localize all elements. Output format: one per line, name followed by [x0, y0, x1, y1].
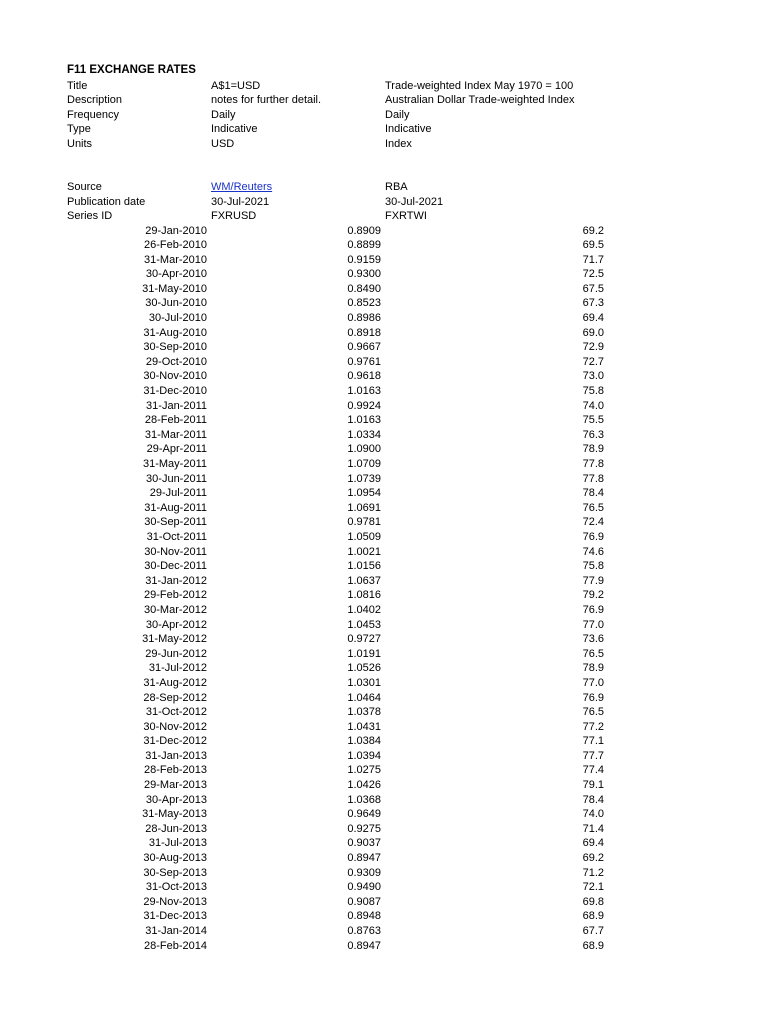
twi-cell: 78.9	[582, 662, 604, 675]
table-row	[0, 822, 768, 837]
table-row	[0, 895, 768, 910]
table-row	[0, 909, 768, 924]
twi-cell: 76.9	[582, 691, 604, 704]
meta-twi-value: Indicative	[385, 123, 432, 136]
twi-cell: 75.5	[582, 414, 604, 427]
date-cell: 31-Jul-2013	[148, 837, 207, 850]
usd-rate-cell: 1.0368	[347, 793, 381, 806]
table-row	[0, 632, 768, 647]
date-cell: 28-Feb-2013	[144, 764, 207, 777]
twi-cell: 69.4	[582, 837, 604, 850]
twi-cell: 78.4	[582, 487, 604, 500]
date-cell: 31-May-2011	[143, 458, 207, 470]
table-row	[0, 296, 768, 311]
date-cell: 30-Aug-2013	[143, 852, 207, 865]
meta-twi-value: RBA	[385, 181, 408, 193]
usd-rate-cell: 1.0816	[347, 589, 381, 602]
usd-rate-cell: 0.9761	[347, 355, 381, 368]
date-cell: 28-Sep-2012	[143, 691, 207, 704]
date-cell: 30-Jun-2011	[146, 472, 207, 485]
meta-label: Source	[67, 181, 102, 193]
usd-rate-cell: 1.0156	[347, 560, 381, 573]
table-row	[0, 559, 768, 574]
table-row	[0, 749, 768, 764]
table-row	[0, 924, 768, 939]
table-row	[0, 778, 768, 793]
table-row	[0, 501, 768, 516]
usd-rate-cell: 0.8947	[347, 939, 381, 952]
date-cell: 31-Jan-2014	[145, 925, 207, 937]
date-cell: 31-Dec-2013	[143, 910, 207, 923]
date-cell: 30-Sep-2010	[143, 341, 207, 354]
date-cell: 30-Nov-2012	[143, 720, 207, 733]
usd-rate-cell: 1.0900	[347, 443, 381, 456]
date-cell: 31-Dec-2012	[143, 735, 207, 748]
date-cell: 29-Jan-2010	[145, 224, 207, 237]
twi-cell: 76.5	[582, 501, 604, 514]
table-row	[0, 793, 768, 808]
meta-usd-value: A$1=USD	[211, 79, 261, 92]
date-cell: 31-Oct-2013	[145, 881, 207, 894]
twi-cell: 71.2	[582, 866, 604, 879]
table-row	[0, 603, 768, 618]
twi-cell: 69.5	[582, 239, 604, 252]
meta-usd-value: 30-Jul-2021	[211, 195, 270, 208]
date-cell: 31-Jul-2012	[148, 662, 207, 675]
date-cell: 30-Jul-2010	[148, 312, 207, 325]
date-cell: 28-Feb-2014	[144, 939, 207, 952]
twi-cell: 72.1	[582, 881, 604, 894]
twi-cell: 69.8	[582, 895, 604, 908]
usd-rate-cell: 1.0191	[347, 647, 381, 660]
usd-rate-cell: 0.9649	[347, 808, 381, 821]
source-link[interactable]: WM/Reuters	[211, 181, 273, 193]
table-row	[0, 545, 768, 560]
usd-rate-cell: 0.8490	[347, 282, 381, 295]
twi-cell: 79.2	[582, 589, 604, 602]
meta-usd-value: Daily	[211, 108, 236, 121]
usd-rate-cell: 1.0402	[347, 603, 381, 616]
twi-cell: 77.8	[582, 458, 604, 470]
twi-cell: 76.9	[582, 530, 604, 543]
twi-cell: 77.1	[582, 735, 604, 748]
table-row	[0, 442, 768, 457]
twi-cell: 69.0	[582, 326, 604, 339]
twi-cell: 68.9	[582, 939, 604, 952]
meta-twi-value: Daily	[385, 108, 410, 121]
table-row	[0, 530, 768, 545]
date-cell: 31-Oct-2011	[146, 530, 207, 543]
usd-rate-cell: 0.9781	[347, 516, 381, 529]
usd-rate-cell: 0.8899	[347, 239, 381, 252]
twi-cell: 69.2	[582, 224, 604, 237]
date-cell: 30-Dec-2011	[144, 560, 207, 573]
date-cell: 29-Oct-2010	[145, 355, 207, 368]
usd-rate-cell: 0.9309	[347, 866, 381, 879]
twi-cell: 72.4	[582, 516, 604, 529]
usd-rate-cell: 0.9667	[347, 341, 381, 354]
table-row	[0, 647, 768, 662]
table-row	[0, 413, 768, 428]
date-cell: 30-Jun-2010	[145, 297, 207, 310]
meta-twi-value: 30-Jul-2021	[385, 195, 444, 208]
usd-rate-cell: 1.0526	[347, 662, 381, 675]
date-cell: 31-Mar-2010	[144, 253, 207, 266]
usd-rate-cell: 1.0394	[347, 749, 381, 762]
meta-label: Units	[67, 138, 93, 150]
twi-cell: 77.0	[582, 676, 604, 689]
date-cell: 31-May-2010	[142, 282, 207, 295]
table-row	[0, 705, 768, 720]
usd-rate-cell: 0.9300	[347, 268, 381, 281]
usd-rate-cell: 1.0021	[347, 545, 381, 558]
twi-cell: 74.0	[582, 399, 604, 412]
table-row	[0, 734, 768, 749]
table-row	[0, 588, 768, 603]
table-row	[0, 340, 768, 355]
table-row	[0, 472, 768, 487]
twi-cell: 76.9	[582, 603, 604, 616]
date-cell: 31-Aug-2012	[143, 676, 207, 689]
twi-cell: 77.7	[582, 749, 604, 762]
twi-cell: 76.5	[582, 706, 604, 719]
meta-row-title	[0, 79, 768, 94]
usd-rate-cell: 0.9037	[347, 837, 381, 850]
date-cell: 31-Oct-2012	[145, 706, 207, 719]
usd-rate-cell: 0.9924	[347, 399, 381, 412]
table-row	[0, 618, 768, 633]
meta-label: Title	[67, 79, 88, 92]
date-cell: 31-Aug-2010	[143, 326, 207, 339]
usd-rate-cell: 0.8523	[347, 297, 381, 310]
twi-cell: 71.4	[582, 822, 604, 835]
table-row	[0, 428, 768, 443]
usd-rate-cell: 1.0691	[347, 501, 381, 514]
usd-rate-cell: 1.0453	[347, 618, 381, 631]
usd-rate-cell: 1.0431	[347, 720, 381, 733]
table-row	[0, 574, 768, 589]
table-row	[0, 880, 768, 895]
table-row	[0, 486, 768, 501]
usd-rate-cell: 0.9490	[347, 881, 381, 894]
usd-rate-cell: 1.0378	[347, 706, 381, 719]
meta-row-units	[0, 137, 768, 152]
twi-cell: 68.9	[582, 910, 604, 923]
usd-rate-cell: 0.8947	[347, 852, 381, 865]
sheet-title: F11 EXCHANGE RATES	[67, 64, 196, 76]
table-row	[0, 676, 768, 691]
date-cell: 29-Nov-2013	[143, 895, 207, 908]
usd-rate-cell: 0.9727	[347, 633, 381, 646]
twi-cell: 76.5	[582, 647, 604, 660]
twi-cell: 74.0	[582, 808, 604, 821]
twi-cell: 72.7	[582, 355, 604, 368]
table-row	[0, 691, 768, 706]
meta-row-publication-date	[0, 195, 768, 210]
date-cell: 31-Mar-2011	[144, 428, 207, 441]
meta-twi-value: Trade-weighted Index May 1970 = 100	[385, 79, 574, 92]
date-cell: 30-Apr-2012	[145, 618, 207, 631]
meta-row-type	[0, 122, 768, 137]
table-row	[0, 457, 768, 472]
date-cell: 31-Jan-2013	[145, 749, 207, 762]
date-cell: 31-Jan-2011	[146, 399, 207, 412]
date-cell: 30-Apr-2010	[145, 268, 207, 281]
table-row	[0, 369, 768, 384]
meta-label: Publication date	[67, 195, 146, 208]
twi-cell: 78.9	[582, 443, 604, 456]
date-cell: 28-Feb-2011	[144, 414, 207, 427]
usd-rate-cell: 1.0334	[347, 428, 381, 441]
meta-label: Series ID	[67, 210, 113, 223]
table-row	[0, 763, 768, 778]
twi-cell: 77.9	[582, 574, 604, 587]
date-cell: 31-Jan-2012	[145, 574, 207, 587]
usd-rate-cell: 1.0163	[347, 414, 381, 427]
twi-cell: 69.2	[582, 852, 604, 865]
usd-rate-cell: 1.0509	[347, 530, 381, 543]
table-row	[0, 253, 768, 268]
twi-cell: 74.6	[582, 545, 604, 558]
date-cell: 30-Sep-2013	[143, 866, 207, 879]
twi-cell: 75.8	[582, 385, 604, 398]
meta-usd-value: Indicative	[211, 123, 258, 136]
table-row	[0, 326, 768, 341]
twi-cell: 73.6	[582, 633, 604, 646]
table-row	[0, 851, 768, 866]
usd-rate-cell: 1.0275	[347, 764, 381, 777]
meta-usd-value: notes for further detail.	[211, 94, 322, 107]
date-cell: 29-Mar-2013	[144, 779, 207, 792]
table-row	[0, 311, 768, 326]
usd-rate-cell: 1.0709	[347, 458, 381, 470]
table-row	[0, 515, 768, 530]
date-cell: 31-Dec-2010	[143, 385, 207, 398]
table-row	[0, 939, 768, 954]
twi-cell: 77.4	[582, 764, 604, 777]
date-cell: 30-Nov-2011	[144, 545, 207, 558]
usd-rate-cell: 0.8763	[347, 925, 381, 937]
usd-rate-cell: 0.9275	[347, 822, 381, 835]
table-row	[0, 866, 768, 881]
date-cell: 28-Jun-2013	[145, 822, 207, 835]
table-row	[0, 836, 768, 851]
date-cell: 30-Nov-2010	[143, 370, 207, 383]
usd-rate-cell: 1.0384	[347, 735, 381, 748]
twi-cell: 76.3	[582, 428, 604, 441]
meta-twi-value: FXRTWI	[385, 210, 427, 223]
meta-label: Frequency	[67, 108, 119, 121]
twi-cell: 72.5	[582, 268, 604, 281]
usd-rate-cell: 1.0739	[347, 472, 381, 485]
table-row	[0, 355, 768, 370]
table-row	[0, 224, 768, 239]
usd-rate-cell: 0.9159	[347, 253, 381, 266]
date-cell: 29-Jun-2012	[145, 647, 207, 660]
meta-twi-value: Index	[385, 138, 412, 150]
date-cell: 29-Apr-2011	[146, 443, 207, 456]
meta-row-series-id	[0, 209, 768, 224]
meta-row-description	[0, 93, 768, 108]
usd-rate-cell: 1.0637	[347, 574, 381, 587]
meta-row-frequency	[0, 108, 768, 123]
usd-rate-cell: 0.8948	[347, 910, 381, 923]
twi-cell: 71.7	[582, 253, 604, 266]
twi-cell: 77.2	[582, 720, 604, 733]
twi-cell: 67.3	[582, 297, 604, 310]
usd-rate-cell: 1.0954	[347, 487, 381, 500]
meta-row-source	[0, 180, 768, 195]
usd-rate-cell: 0.8986	[347, 312, 381, 325]
date-cell: 26-Feb-2010	[144, 239, 207, 252]
usd-rate-cell: 0.8918	[347, 326, 381, 339]
date-cell: 31-Aug-2011	[144, 501, 207, 514]
usd-rate-cell: 0.9618	[347, 370, 381, 383]
meta-label: Description	[67, 94, 123, 107]
twi-cell: 73.0	[582, 370, 604, 383]
table-row	[0, 807, 768, 822]
date-cell: 29-Jul-2011	[149, 487, 207, 500]
meta-twi-value: Australian Dollar Trade-weighted Index	[385, 94, 575, 107]
date-cell: 31-May-2012	[142, 633, 207, 646]
table-row	[0, 267, 768, 282]
table-row	[0, 384, 768, 399]
usd-rate-cell: 0.9087	[347, 895, 381, 908]
table-row	[0, 399, 768, 414]
meta-label: Type	[67, 123, 91, 136]
table-row	[0, 720, 768, 735]
usd-rate-cell: 1.0163	[347, 385, 381, 398]
date-cell: 29-Feb-2012	[144, 589, 207, 602]
date-cell: 31-May-2013	[142, 808, 207, 821]
data-rows	[0, 224, 768, 954]
twi-cell: 67.5	[582, 282, 604, 295]
usd-rate-cell: 1.0426	[347, 779, 381, 792]
twi-cell: 67.7	[582, 925, 604, 937]
meta-usd-value: FXRUSD	[211, 210, 257, 223]
table-row	[0, 282, 768, 297]
date-cell: 30-Mar-2012	[144, 603, 207, 616]
twi-cell: 78.4	[582, 793, 604, 806]
usd-rate-cell: 1.0464	[347, 691, 381, 704]
twi-cell: 79.1	[582, 779, 604, 792]
twi-cell: 69.4	[582, 312, 604, 325]
twi-cell: 77.8	[582, 472, 604, 485]
date-cell: 30-Sep-2011	[144, 516, 207, 529]
table-row	[0, 238, 768, 253]
usd-rate-cell: 0.8909	[347, 224, 381, 237]
table-row	[0, 661, 768, 676]
twi-cell: 72.9	[582, 341, 604, 354]
date-cell: 30-Apr-2013	[145, 793, 207, 806]
meta-usd-value: USD	[211, 138, 235, 150]
usd-rate-cell: 1.0301	[347, 676, 381, 689]
twi-cell: 77.0	[582, 618, 604, 631]
twi-cell: 75.8	[582, 560, 604, 573]
